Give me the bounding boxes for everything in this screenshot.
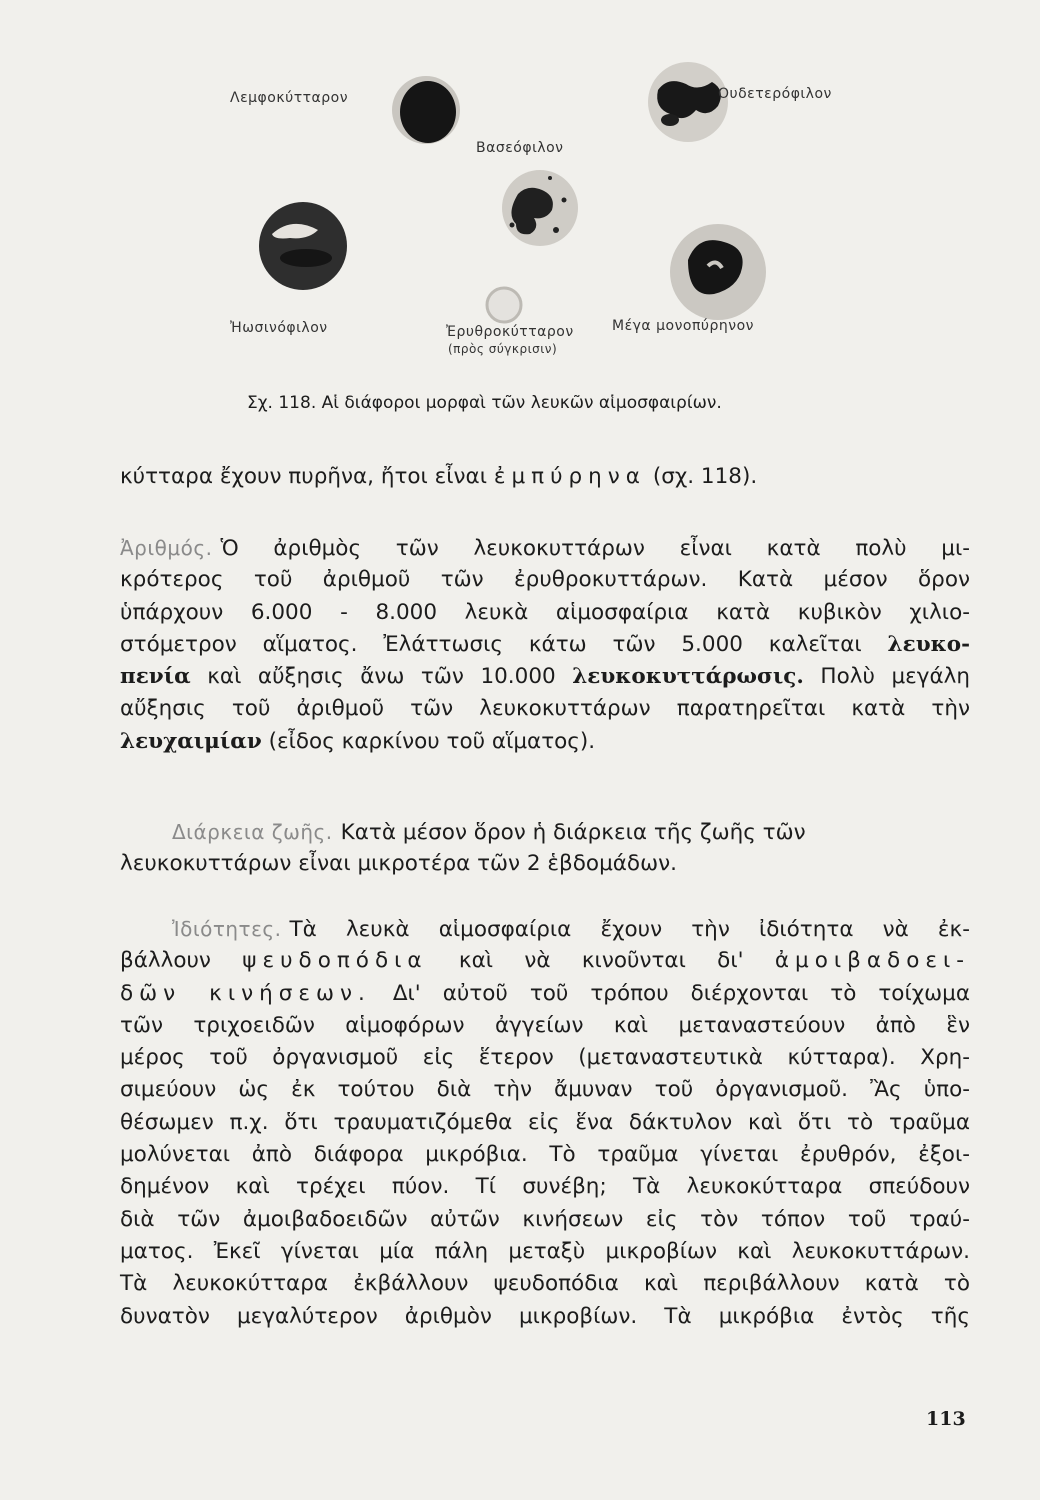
paragraph-properties bbox=[120, 913, 970, 1333]
p3-line-10: διὰ τῶν ἀμοιβαδοειδῶν αὐτῶν κινήσεων εἰς τὸν τόπον τοῦ τραύ- bbox=[120, 1206, 970, 1232]
label-lymphocyte: Λεμφοκύτταρον bbox=[230, 90, 349, 106]
p3-line-7: θέσωμεν π.χ. ὅτι τραυματιζόμεθα εἰς ἕνα δάκτυλον καὶ ὅτι τὸ τραῦμα bbox=[120, 1109, 970, 1135]
eosinophil-cell bbox=[259, 202, 347, 290]
p1-line-7b: (εἶδος καρκίνου τοῦ αἵματος). bbox=[261, 728, 596, 754]
p1-line-1: Ὁ ἀριθμὸς τῶν λευκοκυττάρων εἶναι κατὰ πολὺ μι- bbox=[220, 536, 970, 561]
page-number: 113 bbox=[926, 1408, 966, 1430]
p1-line-5b: καὶ αὔξησις ἄνω τῶν 10.000 bbox=[190, 664, 573, 690]
paragraph-number bbox=[120, 532, 970, 758]
p3-line-12: Τὰ λευκοκύτταρα ἐκβάλλουν ψευδοπόδια καὶ περιβάλλουν κατὰ τὸ bbox=[120, 1271, 970, 1297]
intro-spaced-term: ἐμπύρηνα bbox=[493, 464, 646, 489]
p1-line-2: κρότερος τοῦ ἀριθμοῦ τῶν ἐρυθροκυττάρων. Κατὰ μέσον ὅρον bbox=[120, 567, 970, 593]
term-pseudopodia: ψευδοπόδια bbox=[242, 948, 428, 974]
p2-line-1: Κατὰ μέσον ὅρον ἡ διάρκεια τῆς ζωῆς τῶν bbox=[340, 820, 806, 845]
heading-properties: Ἰδιότητες. bbox=[172, 917, 282, 941]
label-monocyte: Μέγα μονοπύρηνον bbox=[612, 318, 754, 334]
p3-line-5: μέρος τοῦ ὀργανισμοῦ εἰς ἕτερον (μεταναστευτικὰ κύτταρα). Χρη- bbox=[120, 1045, 970, 1071]
p3-line-3b: Δι' αὐτοῦ τοῦ τρόπου διέρχονται τὸ τοίχωμα bbox=[370, 980, 971, 1006]
heading-number: Ἀριθμός. bbox=[120, 536, 213, 560]
p3-line-8: μολύνεται ἀπὸ διάφορα μικρόβια. Τὸ τραῦμα γίνεται ἐρυθρόν, ἐξοι- bbox=[120, 1142, 970, 1168]
label-basophil: Βασεόφιλον bbox=[476, 140, 564, 156]
label-neutrophil: Ουδετερόφιλον bbox=[718, 86, 832, 102]
term-leukopenia-end: πενία bbox=[120, 664, 191, 690]
term-leukemia: λευχαιμίαν bbox=[120, 728, 262, 754]
label-erythrocyte: Ἐρυθροκύτταρον bbox=[446, 324, 574, 340]
figure-caption: Σχ. 118. Αἱ διάφοροι μορφαὶ τῶν λευκῶν αἱμοσφαιρίων. bbox=[247, 393, 722, 413]
p3-line-1: Τὰ λευκὰ αἱμοσφαίρια ἔχουν τὴν ἰδιότητα νὰ ἐκ- bbox=[289, 917, 970, 942]
p1-line-4a: στόμετρον αἵματος. Ἐλάττωσις κάτω τῶν 5.000 καλεῖται bbox=[120, 631, 888, 657]
p2-line-2: λευκοκυττάρων εἶναι μικροτέρα τῶν 2 ἑβδομάδων. bbox=[120, 851, 677, 877]
term-leukocytosis: λευκοκυττάρωσις. bbox=[572, 664, 804, 690]
paragraph-lifespan bbox=[120, 816, 970, 881]
basophil-cell bbox=[502, 170, 578, 246]
p3-line-4: τῶν τριχοειδῶν αἱμοφόρων ἀγγείων καὶ μεταναστεύουν ἀπὸ ἓν bbox=[120, 1012, 970, 1038]
intro-paragraph bbox=[120, 461, 970, 493]
intro-tail: (σχ. 118). bbox=[645, 464, 758, 489]
term-leukopenia-start: λευκο- bbox=[887, 631, 970, 657]
monocyte-cell bbox=[670, 224, 766, 320]
p3-line-11: ματος. Ἐκεῖ γίνεται μία πάλη μεταξὺ μικροβίων καὶ λευκοκυττάρων. bbox=[120, 1238, 970, 1264]
intro-lead: κύτταρα ἔχουν πυρῆνα, ἤτοι εἶναι bbox=[120, 464, 494, 489]
lymphocyte-cell bbox=[392, 76, 460, 144]
p3-line-9: δημένον καὶ τρέχει πύον. Τί συνέβη; Τὰ λευκοκύτταρα σπεύδουν bbox=[120, 1174, 970, 1200]
term-amoeboid-end: δῶν κινήσεων. bbox=[120, 980, 371, 1006]
p3-line-2a: βάλλουν bbox=[120, 948, 243, 974]
p1-line-5d: Πολὺ μεγάλη bbox=[803, 664, 971, 690]
p3-line-2c: καὶ νὰ κινοῦνται δι' bbox=[427, 948, 775, 974]
neutrophil-cell bbox=[648, 62, 728, 142]
cells-illustration bbox=[200, 60, 880, 390]
p1-line-6: αὔξησις τοῦ ἀριθμοῦ τῶν λευκοκυττάρων παρατηρεῖται κατὰ τὴν bbox=[120, 696, 970, 722]
heading-lifespan: Διάρκεια ζωῆς. bbox=[172, 820, 333, 844]
p3-line-6: σιμεύουν ὡς ἐκ τούτου διὰ τὴν ἄμυναν τοῦ ὀργανισμοῦ. Ἂς ὑπο- bbox=[120, 1077, 970, 1103]
p1-line-3: ὑπάρχουν 6.000 - 8.000 λευκὰ αἱμοσφαίρια κατὰ κυβικὸν χιλιο- bbox=[120, 599, 970, 625]
p3-line-13: δυνατὸν μεγαλύτερον ἀριθμὸν μικροβίων. Τὰ μικρόβια ἐντὸς τῆς bbox=[120, 1303, 970, 1329]
term-amoeboid-start: ἀμοιβαδοει- bbox=[774, 948, 971, 974]
erythrocyte-cell bbox=[487, 288, 521, 322]
label-erythrocyte-note: (πρὸς σύγκρισιν) bbox=[448, 342, 558, 356]
blood-cells-figure bbox=[200, 60, 880, 390]
label-eosinophil: Ἠωσινόφιλον bbox=[230, 320, 328, 336]
